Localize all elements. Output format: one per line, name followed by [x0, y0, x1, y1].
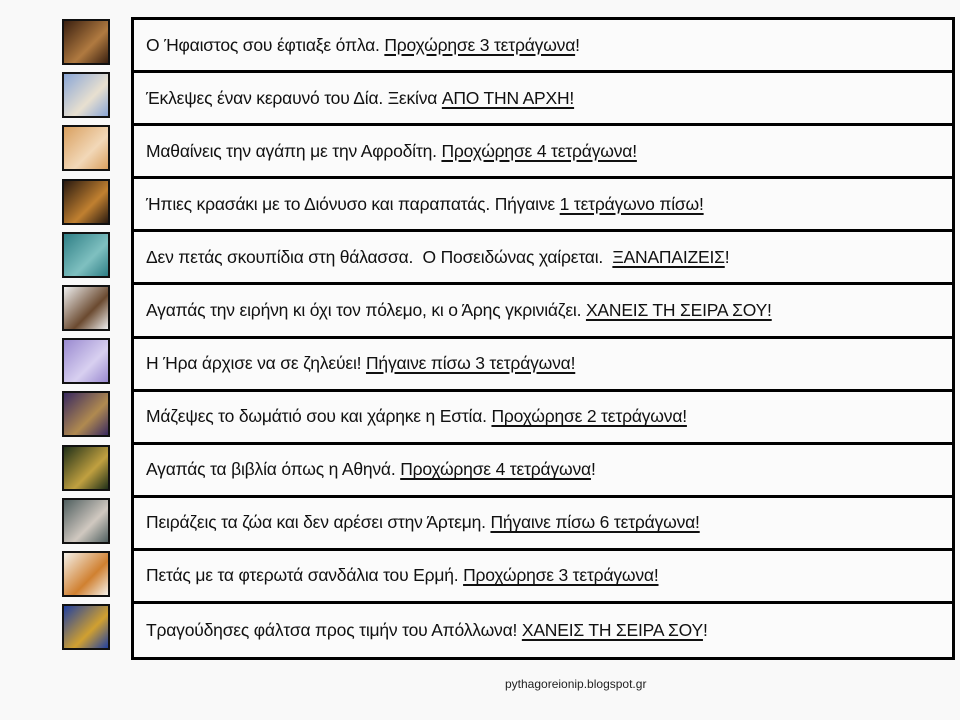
card-row-hera: [134, 339, 952, 392]
row-action: 1 τετράγωνο πίσω!: [559, 193, 704, 214]
row-action: ΑΠΟ ΤΗΝ ΑΡΧΗ!: [441, 87, 575, 108]
row-text: Μαθαίνεις την αγάπη με την Αφροδίτη.: [146, 140, 442, 161]
row-action: Προχώρησε 4 τετράγωνα!: [441, 140, 637, 161]
row-action: Πήγαινε πίσω 6 τετράγωνα!: [490, 512, 700, 533]
artemis-icon: [62, 498, 110, 544]
row-text: Αγαπάς τα βιβλία όπως η Αθηνά.: [146, 459, 401, 480]
ares-icon: [62, 285, 110, 331]
aphrodite-icon: [62, 125, 110, 171]
zeus-icon: [62, 72, 110, 118]
apollo-icon: [62, 604, 110, 650]
row-text: Ο Ήφαιστος σου έφτιαξε όπλα.: [146, 34, 385, 55]
row-action: ΧΑΝΕΙΣ ΤΗ ΣΕΙΡΑ ΣΟΥ!: [585, 300, 772, 321]
card-row-dionysus: [134, 179, 952, 232]
card-row-poseidon: [134, 232, 952, 285]
row-text: Τραγούδησες φάλτσα προς τιμήν του Απόλλωνα!: [146, 620, 522, 641]
poseidon-icon: [62, 232, 110, 278]
card-row-athena: [134, 445, 952, 498]
row-text: Πειράζεις τα ζώα και δεν αρέσει στην Άρτεμη.: [146, 512, 491, 533]
card-row-apollo: [134, 604, 952, 657]
hephaestus-icon: [62, 19, 110, 65]
row-action: Προχώρησε 3 τετράγωνα: [384, 34, 576, 55]
row-action: ΧΑΝΕΙΣ ΤΗ ΣΕΙΡΑ ΣΟΥ: [521, 620, 703, 641]
hestia-icon: [62, 391, 110, 437]
row-action: Πήγαινε πίσω 3 τετράγωνα!: [365, 353, 576, 374]
cards-table: [131, 17, 955, 660]
row-exclamation: !: [702, 620, 708, 641]
row-action: Προχώρησε 4 τετράγωνα: [400, 459, 591, 480]
row-text: Αγαπάς την ειρήνη κι όχι τον πόλεμο, κι ο Άρης γκρινιάζει.: [146, 300, 586, 321]
card-row-artemis: [134, 498, 952, 551]
card-row-zeus: [134, 73, 952, 126]
athena-icon: [62, 445, 110, 491]
row-text: Μάζεψες το δωμάτιό σου και χάρηκε η Εστία.: [146, 406, 492, 427]
row-exclamation: !: [724, 246, 730, 267]
row-text: Πετάς με τα φτερωτά σανδάλια του Ερμή.: [146, 565, 464, 586]
row-action: Προχώρησε 3 τετράγωνα!: [463, 565, 659, 586]
row-action: Προχώρησε 2 τετράγωνα!: [491, 406, 687, 427]
row-text: Ήπιες κρασάκι με το Διόνυσο και παραπατάς. Πήγαινε: [146, 193, 560, 214]
card-row-ares: [134, 285, 952, 338]
row-action: ΞΑΝΑΠΑΙΖΕΙΣ: [612, 246, 725, 267]
card-row-aphrodite: [134, 126, 952, 179]
card-row-hestia: [134, 392, 952, 445]
card-row-hephaestus: [134, 20, 952, 73]
card-row-hermes: [134, 551, 952, 604]
row-text: Δεν πετάς σκουπίδια στη θάλασσα. Ο Ποσειδώνας χαίρεται.: [146, 246, 613, 267]
row-text: Η Ήρα άρχισε να σε ζηλεύει!: [146, 353, 366, 374]
hermes-icon: [62, 551, 110, 597]
row-exclamation: !: [590, 459, 596, 480]
footer-url: pythagoreionip.blogspot.gr: [505, 677, 647, 691]
row-text: Έκλεψες έναν κεραυνό του Δία. Ξεκίνα: [146, 87, 442, 108]
row-exclamation: !: [575, 34, 580, 55]
hera-icon: [62, 338, 110, 384]
dionysus-icon: [62, 179, 110, 225]
